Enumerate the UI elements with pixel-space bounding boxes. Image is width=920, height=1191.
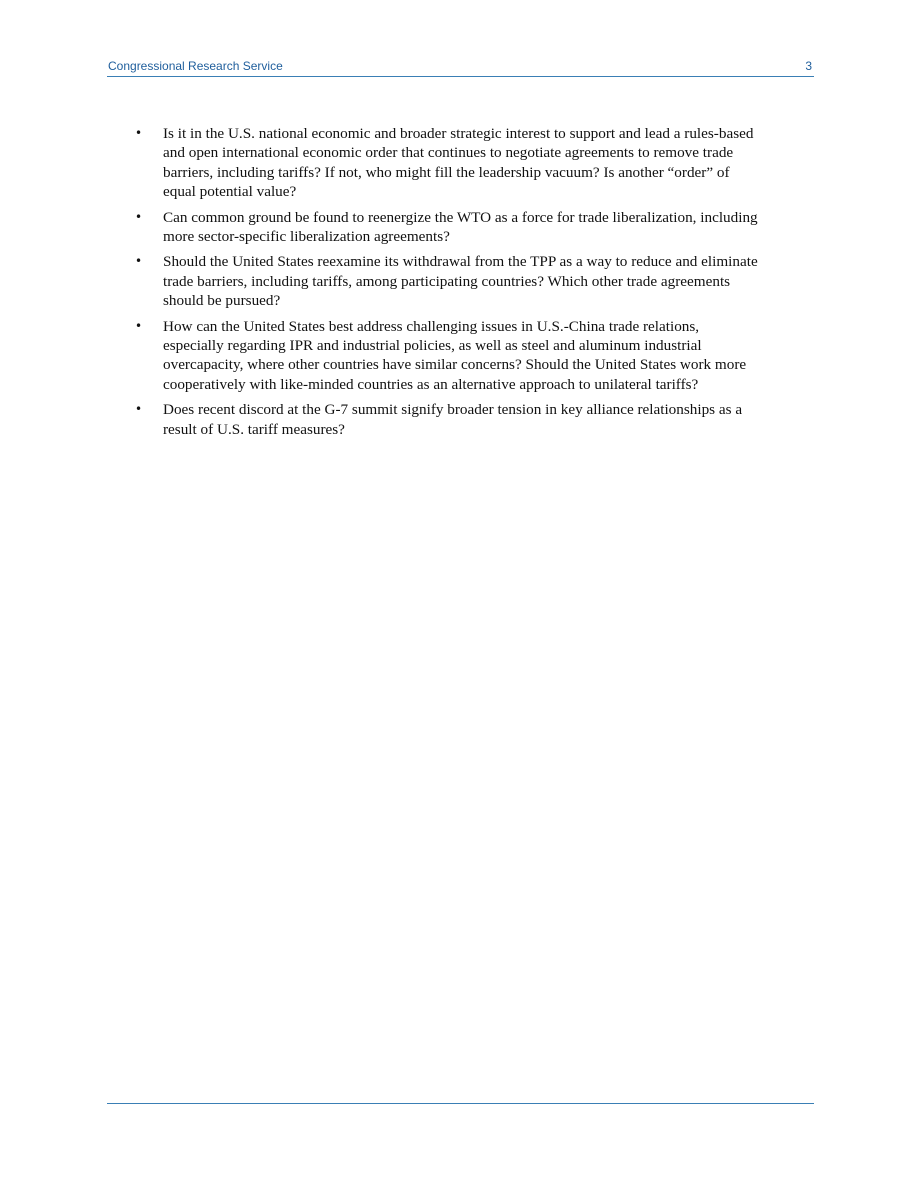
- list-item: [133, 252, 763, 310]
- list-item: [133, 317, 763, 395]
- bullet-icon: •: [135, 209, 143, 224]
- bullet-icon: •: [135, 254, 143, 269]
- bullet-icon: •: [135, 126, 143, 140]
- list-item-text: Does recent discord at the G-7 summit signify broader tension in key alliance relationships as a result of U.S. tariff measures?: [163, 401, 743, 438]
- bullet-icon: •: [135, 402, 143, 417]
- list-item-text: Can common ground be found to reenergize the WTO as a force for trade liberalization, including more sector-specific liberalization agreements?: [163, 208, 758, 246]
- bullet-icon: •: [135, 318, 143, 333]
- list-item: [133, 208, 763, 247]
- page-number: 3: [805, 59, 812, 73]
- question-list: [133, 124, 763, 445]
- footer-divider: [107, 1103, 814, 1104]
- header-title: Congressional Research Service: [108, 59, 283, 73]
- running-header: [107, 58, 814, 77]
- list-item: [133, 400, 763, 439]
- list-item-text: How can the United States best address challenging issues in U.S.-China trade relations, especially regarding IPR and industrial policies, as well as steel and aluminum industrial overcapacity, where other countries have similar concerns? Should the United States work more cooperatively with like-minded countries as an alternative approach to unilateral tariffs?: [163, 317, 747, 393]
- list-item-text: Is it in the U.S. national economic and broader strategic interest to support and lead a rules-based and open international economic order that continues to negotiate agreements to remove trade barriers, including tariffs? If not, who might fill the leadership vacuum? Is another “order” of equal potential value?: [163, 125, 754, 201]
- list-item-text: Should the United States reexamine its withdrawal from the TPP as a way to reduce and eliminate trade barriers, including tariffs, among participating countries? Which other trade agreements should be pursued?: [163, 253, 758, 310]
- list-item: [133, 124, 763, 202]
